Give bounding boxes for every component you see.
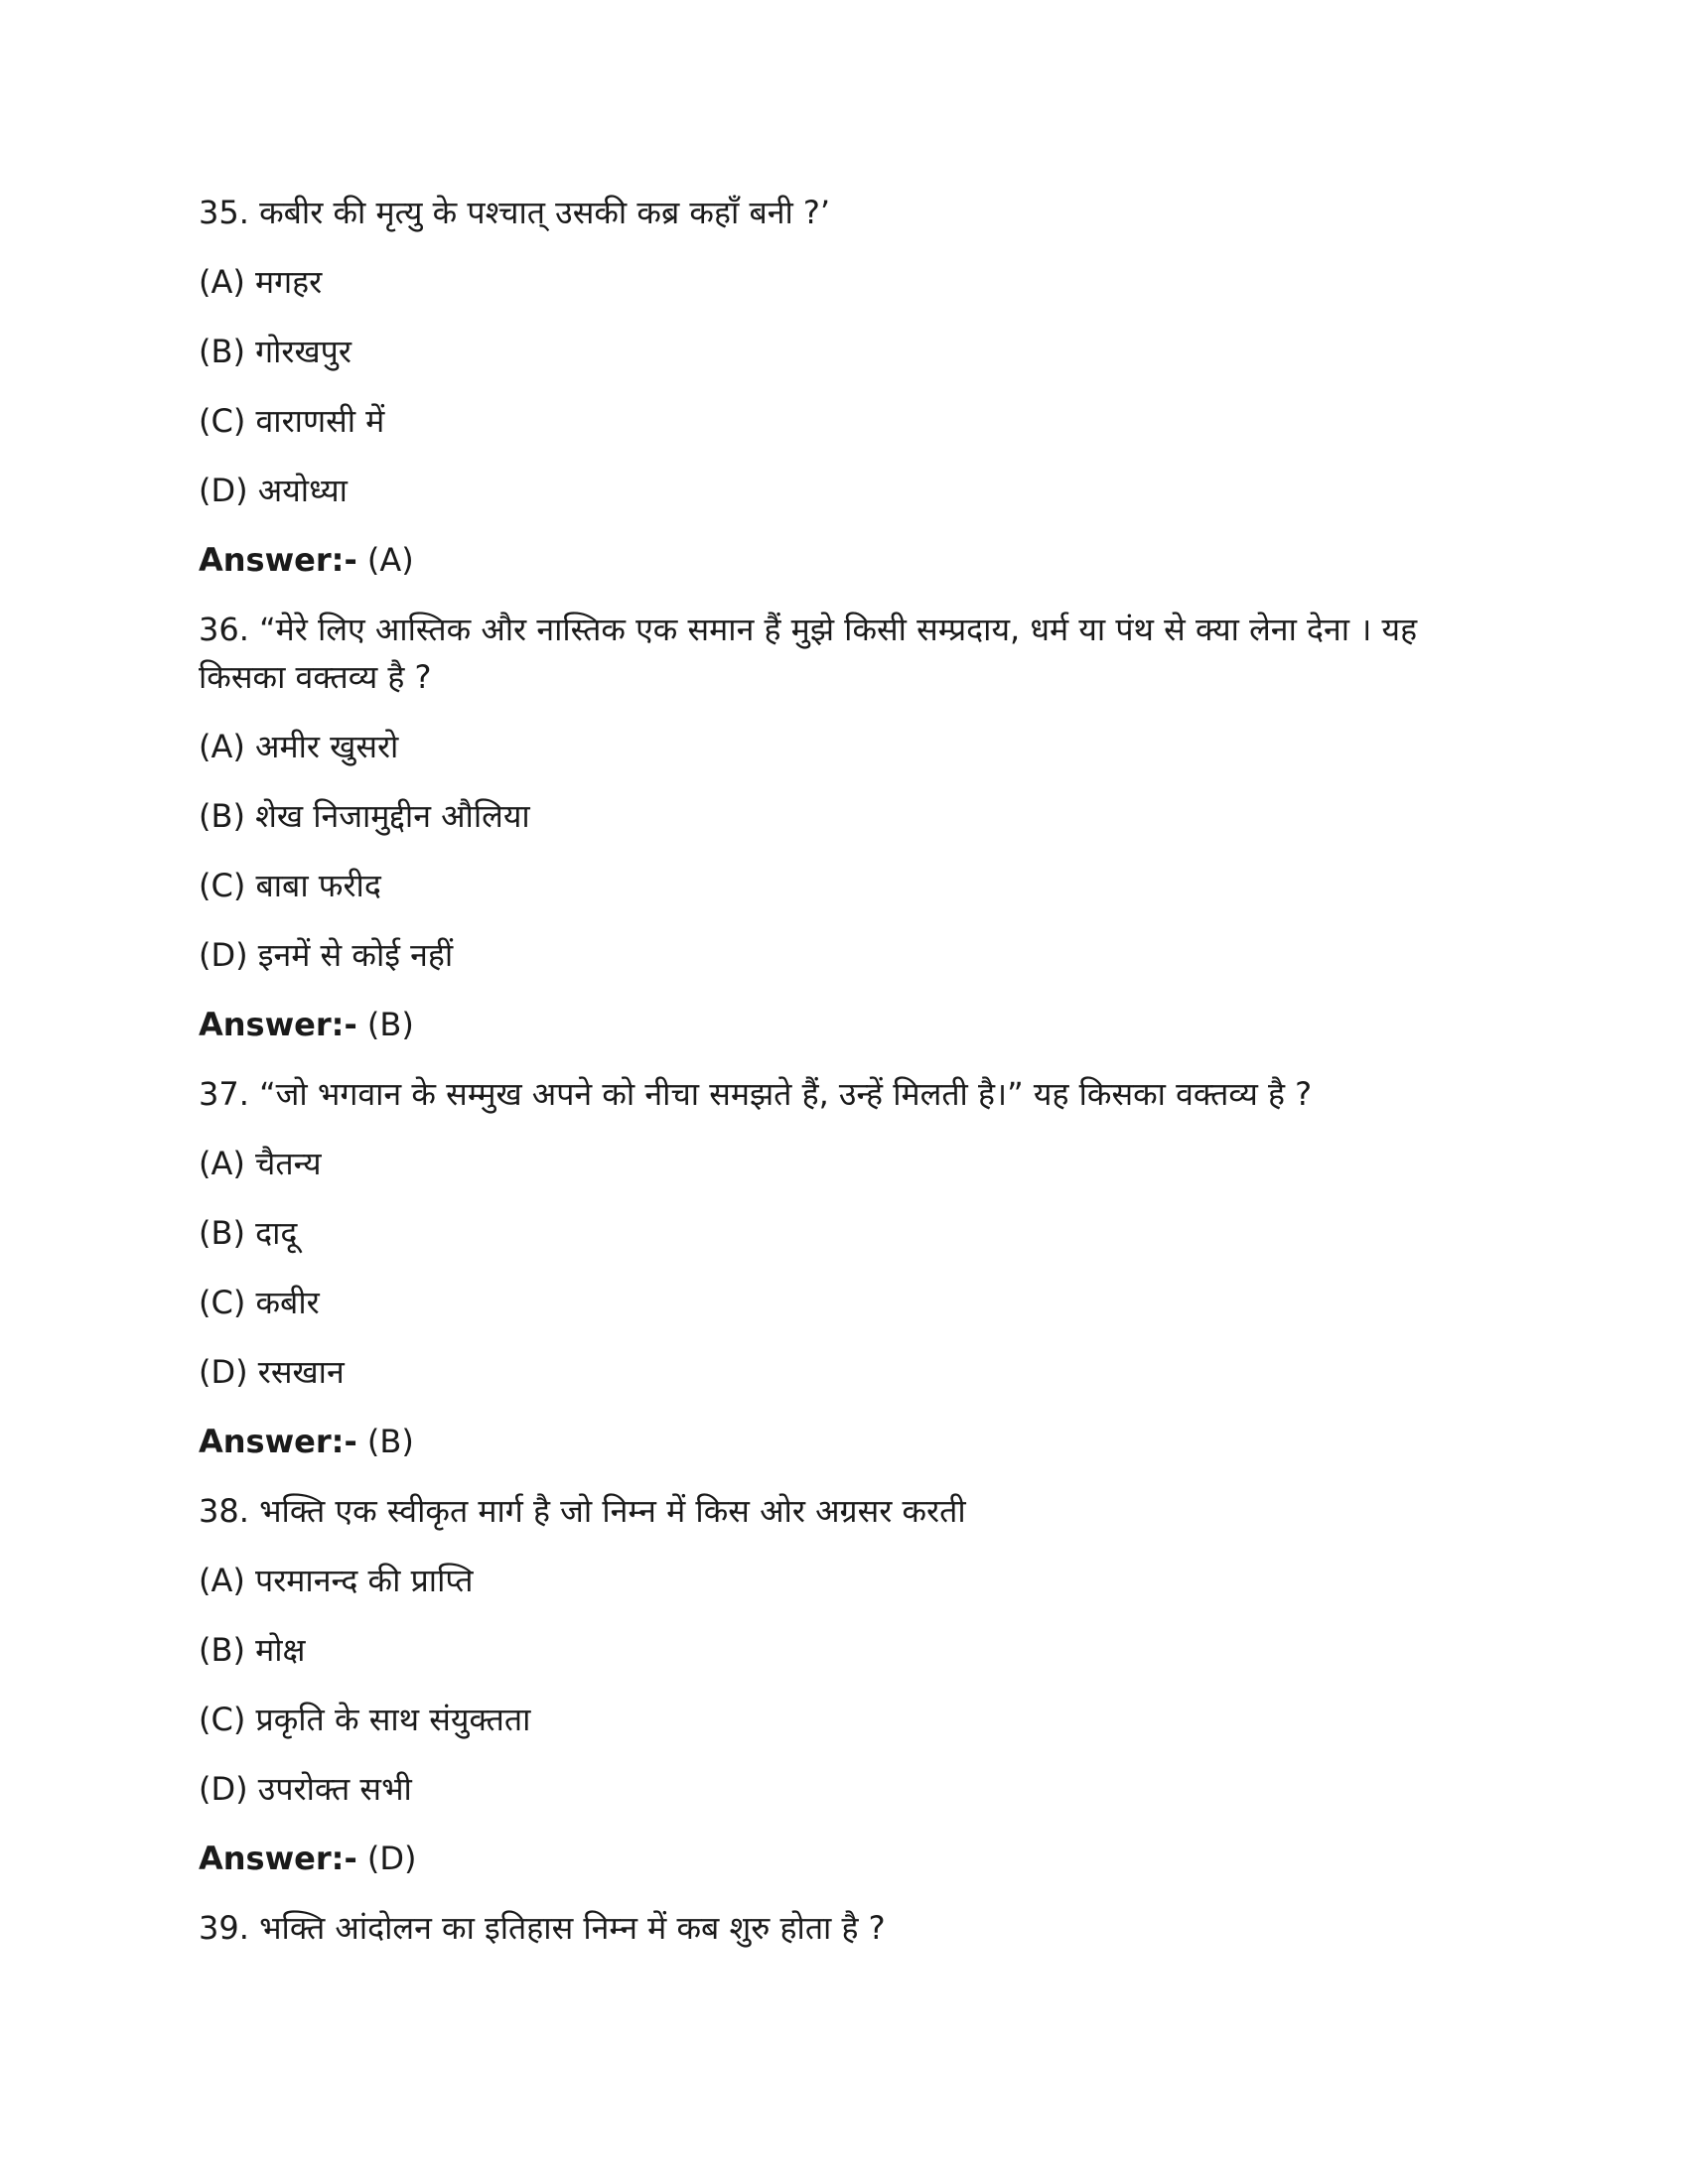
question-36 bbox=[199, 606, 1489, 1048]
answer-value: (B) bbox=[356, 1423, 414, 1460]
option-b: (B) मोक्ष bbox=[199, 1631, 306, 1669]
option-b: (B) दादू bbox=[199, 1214, 298, 1252]
question-39 bbox=[199, 1904, 1489, 1952]
answer-value: (A) bbox=[356, 541, 414, 579]
answer-label: Answer:- bbox=[199, 1006, 357, 1043]
option-b: (B) शेख निजामुद्दीन औलिया bbox=[199, 797, 530, 835]
question-text: 36. “मेरे लिए आस्तिक और नास्तिक एक समान हैं मुझे किसी सम्प्रदाय, धर्म या पंथ से क्या लेना देना । यह किसका वक्तव्य है ? bbox=[199, 611, 1418, 696]
answer-value: (B) bbox=[356, 1006, 414, 1043]
answer-label: Answer:- bbox=[199, 1423, 357, 1460]
option-a: (A) परमानन्द की प्राप्ति bbox=[199, 1562, 474, 1599]
question-37 bbox=[199, 1070, 1489, 1465]
answer-label: Answer:- bbox=[199, 541, 357, 579]
question-list bbox=[199, 189, 1489, 1974]
answer-line bbox=[199, 1835, 1489, 1882]
question-38 bbox=[199, 1487, 1489, 1882]
option-a: (A) चैतन्य bbox=[199, 1145, 322, 1182]
question-text: 35. कबीर की मृत्यु के पश्चात् उसकी कब्र कहाँ बनी ?’ bbox=[199, 194, 831, 231]
question-35 bbox=[199, 189, 1489, 584]
option-c: (C) बाबा फरीद bbox=[199, 867, 381, 904]
option-a: (A) मगहर bbox=[199, 263, 323, 301]
question-text: 39. भक्ति आंदोलन का इतिहास निम्न में कब शुरु होता है ? bbox=[199, 1909, 886, 1947]
answer-line bbox=[199, 536, 1489, 584]
answer-line bbox=[199, 1418, 1489, 1465]
question-text: 38. भक्ति एक स्वीकृत मार्ग है जो निम्न में किस ओर अग्रसर करती bbox=[199, 1492, 966, 1530]
option-c: (C) वाराणसी में bbox=[199, 402, 385, 440]
answer-label: Answer:- bbox=[199, 1840, 357, 1877]
option-d: (D) इनमें से कोई नहीं bbox=[199, 936, 454, 974]
question-text: 37. “जो भगवान के सम्मुख अपने को नीचा समझते हैं, उन्हें मिलती है।” यह किसका वक्तव्य है ? bbox=[199, 1075, 1313, 1113]
option-c: (C) प्रकृति के साथ संयुक्तता bbox=[199, 1701, 531, 1738]
option-d: (D) उपरोक्त सभी bbox=[199, 1770, 412, 1808]
answer-value: (D) bbox=[356, 1840, 417, 1877]
answer-line bbox=[199, 1001, 1489, 1048]
option-c: (C) कबीर bbox=[199, 1284, 320, 1321]
option-b: (B) गोरखपुर bbox=[199, 333, 352, 370]
option-d: (D) रसखान bbox=[199, 1353, 345, 1391]
option-a: (A) अमीर खुसरो bbox=[199, 728, 399, 765]
option-d: (D) अयोध्या bbox=[199, 472, 348, 509]
